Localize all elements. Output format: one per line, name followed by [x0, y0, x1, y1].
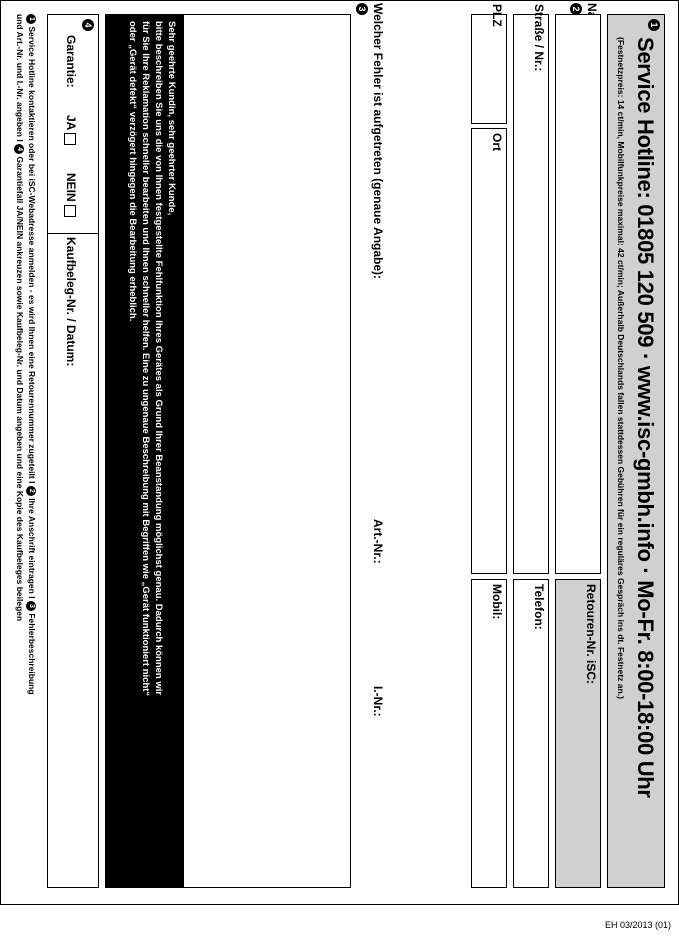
warranty-yes-label: JA: [64, 115, 78, 131]
street-label: Straße / Nr.:: [532, 4, 546, 72]
footer-step-4: 4: [14, 144, 24, 154]
warranty-row: [47, 14, 99, 888]
name-field[interactable]: [555, 14, 601, 574]
city-label: Ort: [490, 133, 504, 151]
footer-sep-1: I: [27, 481, 37, 484]
hotline-title: Service Hotline: 01805 120 509 · www.isc-gmbh.info · Mo-Fr. 8:00-18:00 Uhr: [633, 37, 658, 798]
footer-text-3b: und Art.-Nr. und I.-Nr. angeben: [15, 14, 25, 137]
warranty-yes-checkbox[interactable]: [64, 133, 76, 145]
footer-sep-2: I: [27, 596, 37, 599]
street-field[interactable]: [513, 4, 549, 574]
footer-sep-3: I: [15, 139, 25, 142]
footer-text-2: Ihre Anschrift eintragen: [27, 498, 37, 594]
return-number-label: Retouren-Nr. iSC:: [584, 584, 598, 685]
step-4-badge: 4: [82, 19, 94, 31]
receipt-field[interactable]: [48, 235, 98, 887]
notice-line-2: bitte beschreiben Sie uns die von Ihnen festgestellte Fehlfunktion Ihres Gerätes als Grund Ihrer Beanstandung möglichst genau. Dadurch können wir: [153, 21, 164, 696]
footer-text-4: Garantiefall JA/NEIN ankreuzen sowie Kaufbeleg-Nr. und Datum angeben und eine Kopie des Kaufbeleges beilegen: [15, 156, 25, 622]
footer-step-2: 2: [26, 486, 36, 496]
step-3-badge: 3: [356, 3, 368, 15]
hotline-subtitle: (Festnetzpreis: 14 ct/min, Mobilfunkpreise maximal: 42 ct/min; Außerhalb Deutschlands fallen stattdessen Gebühren für ein reguläres Gespräch ins dt. Festnetz an.): [616, 37, 626, 699]
i-number-label: I.-Nr.:: [371, 686, 385, 717]
footer-instructions: [14, 14, 38, 894]
phone-field[interactable]: [513, 579, 549, 888]
notice-line-3: für Sie Ihre Reklamation schneller bearbeiten und Ihnen schneller helfen. Eine zu ungenaue Beschreibung mit Begriffen wie „Gerät funktioniert nicht“: [140, 21, 151, 697]
art-number-label: Art.-Nr.:: [371, 519, 385, 564]
return-number-field[interactable]: [555, 579, 601, 888]
fault-description-field[interactable]: [105, 14, 351, 888]
warranty-no-checkbox[interactable]: [64, 205, 76, 217]
footer-line-2: [14, 14, 26, 894]
warranty-no-label: NEIN: [64, 173, 78, 202]
document-code: EH 03/2013 (01): [604, 920, 671, 930]
zip-label: PLZ: [490, 4, 504, 27]
footer-line-1: [26, 14, 38, 894]
footer-step-3: 3: [26, 601, 36, 611]
zip-field[interactable]: [471, 4, 507, 124]
warranty-no-option[interactable]: [64, 173, 78, 217]
step-2-badge: 2: [570, 3, 582, 15]
phone-label: Telefon:: [532, 584, 546, 630]
city-field[interactable]: [471, 128, 507, 574]
warranty-divider: [48, 233, 98, 234]
footer-text-1: Service Hotline kontaktieren oder bei iSC-Webadresse anmelden - es wird Ihnen eine Retourennummer zugeteilt: [27, 26, 37, 479]
notice-line-1: Sehr geehrte Kundin, sehr geehrter Kunde,: [166, 21, 177, 216]
mobile-label: Mobil:: [490, 584, 504, 620]
step-1-badge: 1: [648, 19, 660, 31]
footer-text-3: Fehlerbeschreibung: [27, 613, 37, 695]
warranty-yes-option[interactable]: [64, 115, 78, 145]
hotline-header: [607, 14, 665, 888]
mobile-field[interactable]: [471, 579, 507, 888]
warranty-label: Garantie:: [64, 35, 78, 88]
notice-box: [106, 15, 184, 887]
footer-step-1: 1: [26, 14, 36, 24]
receipt-label: Kaufbeleg-Nr. / Datum:: [64, 237, 78, 367]
fault-question: Welcher Fehler ist aufgetreten (genaue Angabe):: [371, 3, 385, 280]
notice-line-4: oder „Gerät defekt“ verzögert hingegen die Bearbeitung erheblich.: [127, 21, 138, 322]
